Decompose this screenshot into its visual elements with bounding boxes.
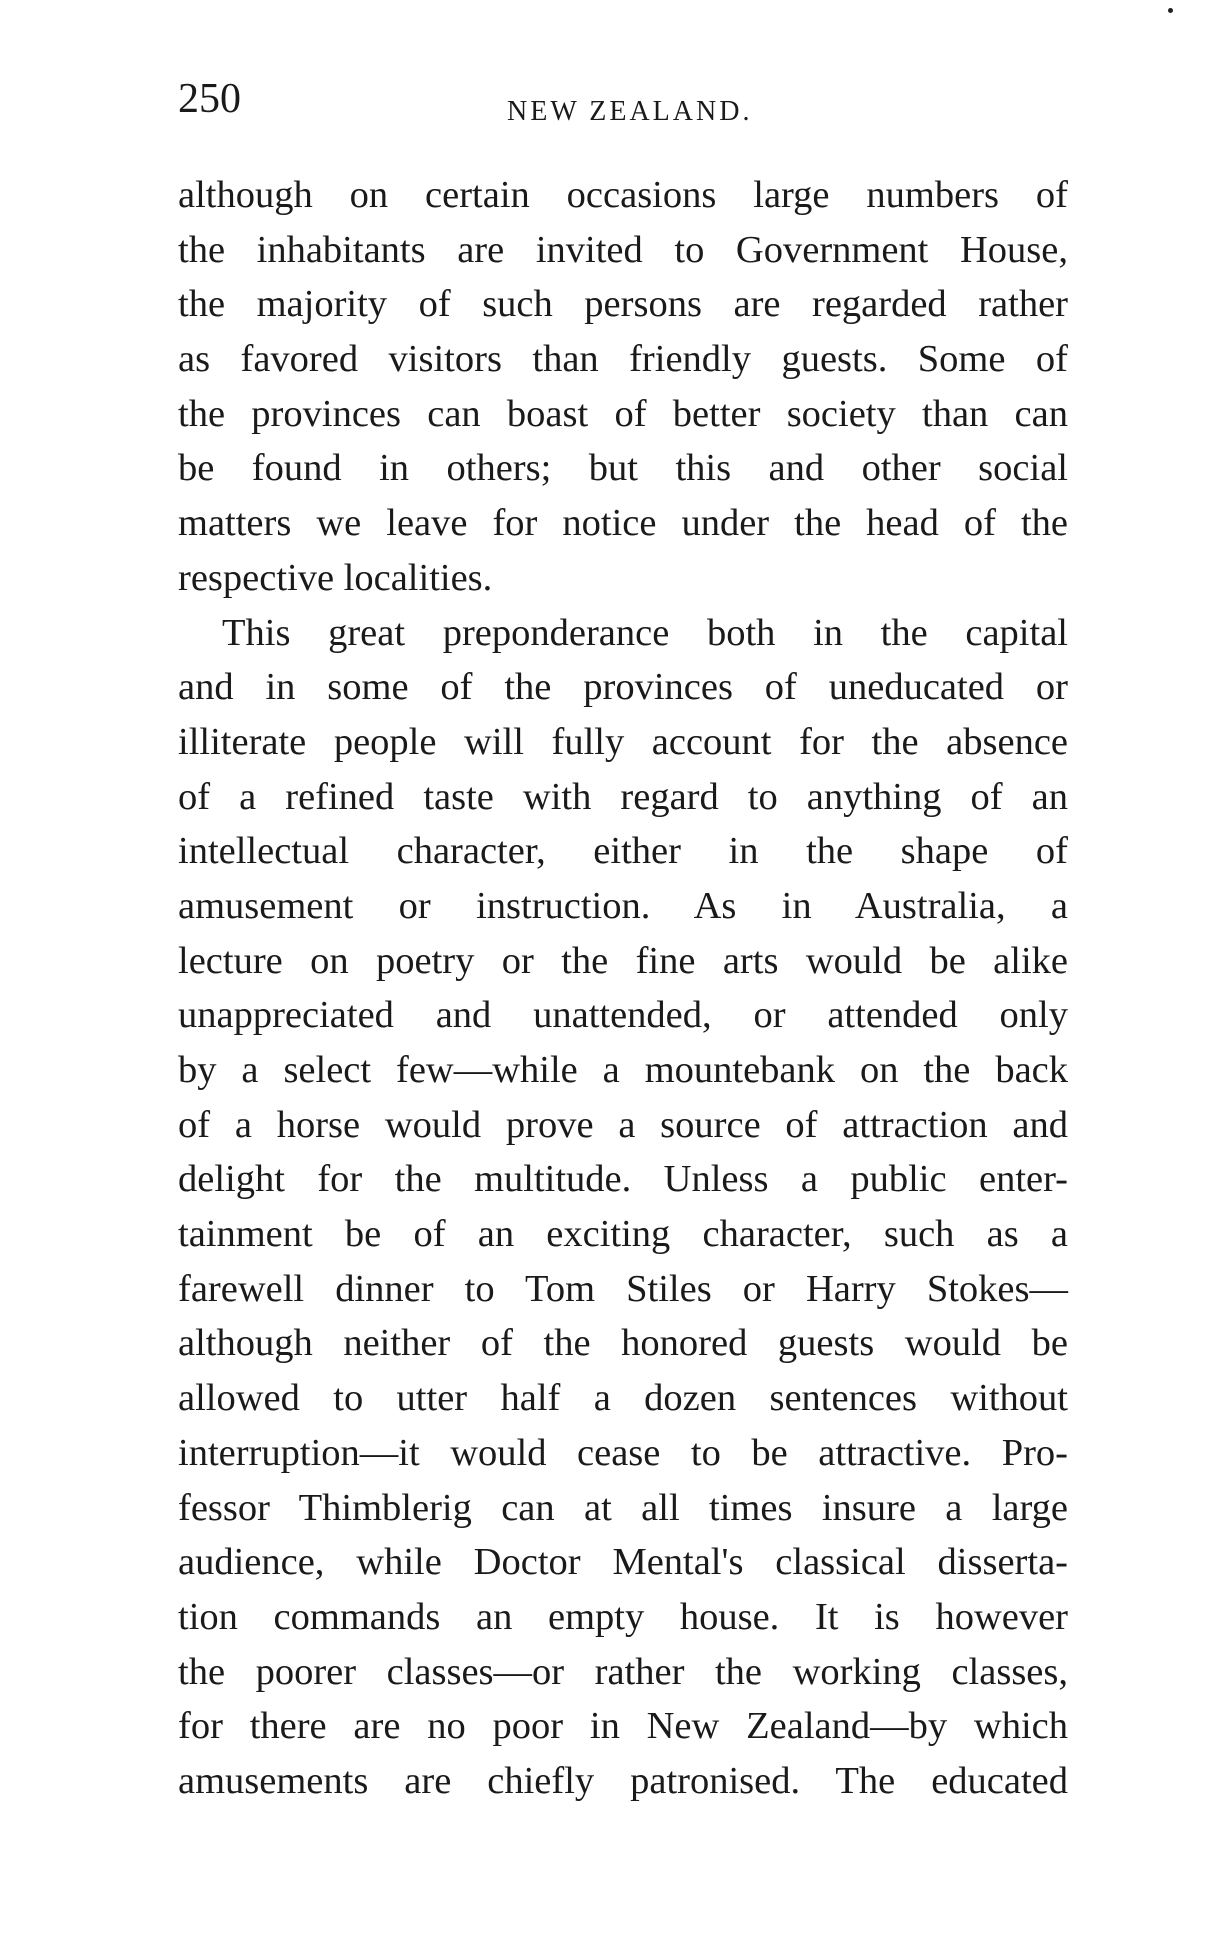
text-line: matters we leave for notice under the head of the (178, 502, 1068, 545)
page-number: 250 (178, 76, 241, 122)
text-line: the poorer classes—or rather the working classes, (178, 1650, 1068, 1693)
text-line: amusements are chiefly patronised. The educated (178, 1759, 1068, 1802)
ink-speck (1168, 8, 1173, 13)
text-line: lecture on poetry or the fine arts would be alike (178, 939, 1068, 982)
text-line: respective localities. (178, 556, 493, 599)
text-line: unappreciated and unattended, or attended only (178, 994, 1068, 1037)
text-line: by a select few—while a mountebank on the back (178, 1049, 1068, 1091)
text-line: although neither of the honored guests would be (178, 1322, 1068, 1365)
running-title: NEW ZEALAND. (507, 96, 753, 127)
text-line: intellectual character, either in the shape of (178, 830, 1068, 873)
text-line: tion commands an empty house. It is however (178, 1595, 1068, 1638)
text-line: the majority of such persons are regarded rather (178, 283, 1068, 326)
text-line: audience, while Doctor Mental's classical disserta- (178, 1541, 1068, 1584)
text-line: the inhabitants are invited to Government House, (178, 228, 1068, 271)
text-line: although on certain occasions large numbers of (178, 174, 1068, 216)
text-line: and in some of the provinces of uneducated or (178, 666, 1068, 709)
text-line: interruption—it would cease to be attractive. Pro- (178, 1431, 1068, 1474)
body-text (178, 168, 1068, 1809)
text-line: tainment be of an exciting character, such as a (178, 1213, 1068, 1256)
text-line: illiterate people will fully account for the absence (178, 720, 1068, 763)
paragraph-2 (178, 606, 1068, 1809)
text-line: farewell dinner to Tom Stiles or Harry Stokes— (178, 1267, 1068, 1310)
text-line: of a refined taste with regard to anything of an (178, 775, 1068, 818)
text-line: the provinces can boast of better society than can (178, 392, 1068, 435)
text-line: delight for the multitude. Unless a public enter- (178, 1158, 1068, 1201)
paragraph-1 (178, 168, 1068, 606)
text-line: allowed to utter half a dozen sentences without (178, 1377, 1068, 1420)
text-line: fessor Thimblerig can at all times insure a large (178, 1486, 1068, 1529)
text-line: as favored visitors than friendly guests. Some of (178, 338, 1068, 381)
text-line: be found in others; but this and other social (178, 447, 1068, 490)
text-line: of a horse would prove a source of attraction and (178, 1103, 1068, 1146)
text-line: amusement or instruction. As in Australia, a (178, 884, 1068, 927)
text-line: This great preponderance both in the capital (222, 611, 1068, 654)
text-line: for there are no poor in New Zealand—by which (178, 1705, 1068, 1748)
